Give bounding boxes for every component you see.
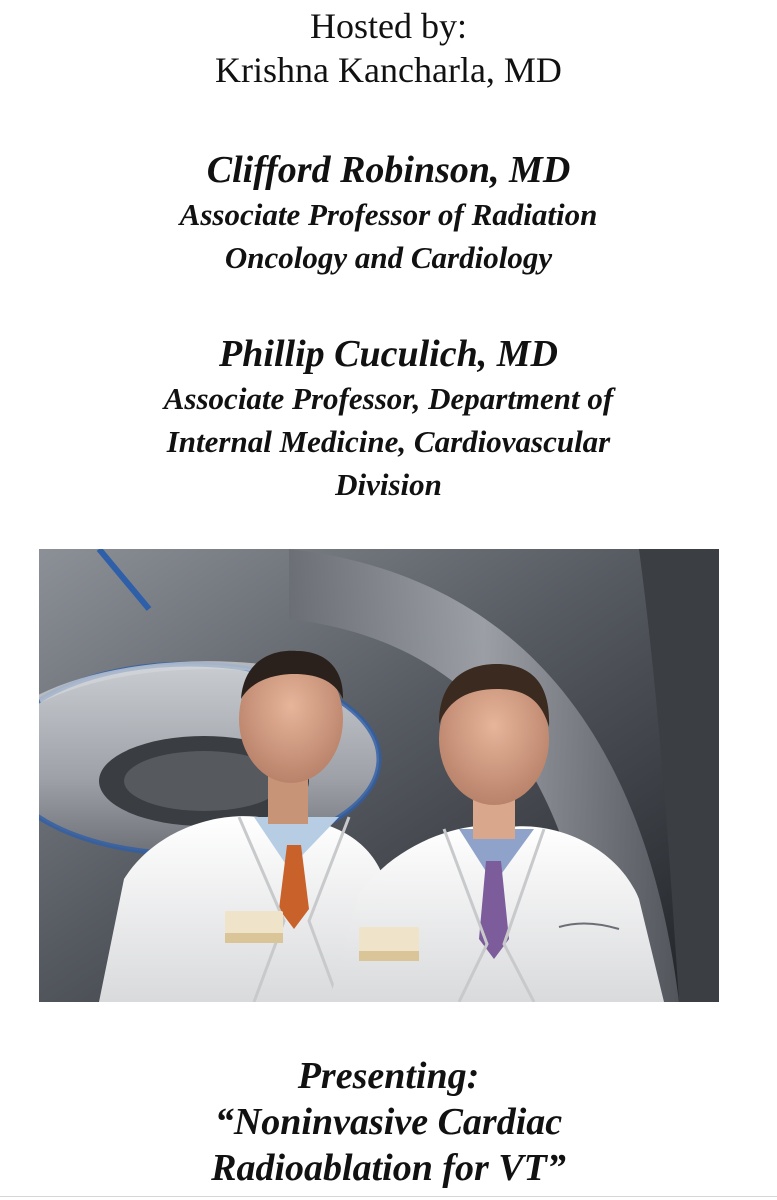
speaker-title-line: Associate Professor of Radiation [179, 197, 598, 232]
presenting-block [0, 1053, 777, 1191]
speaker-title-line: Division [335, 467, 442, 502]
speaker-cuculich [0, 331, 777, 506]
speaker-title-line: Internal Medicine, Cardiovascular [166, 424, 611, 459]
speakers-photo-illustration [39, 549, 719, 1002]
speaker-name: Clifford Robinson, MD [206, 149, 571, 191]
host-name: Krishna Kancharla, MD [215, 50, 562, 90]
speaker-title-line: Associate Professor, Department of [163, 381, 614, 416]
hosted-by-label: Hosted by: [310, 6, 467, 46]
talk-title-line: “Noninvasive Cardiac [214, 1101, 563, 1143]
bottom-divider [0, 1196, 777, 1197]
speaker-title-line: Oncology and Cardiology [224, 240, 553, 275]
talk-title-line: Radioablation for VT” [211, 1147, 566, 1189]
presenting-label: Presenting: [297, 1055, 480, 1097]
host-block [0, 4, 777, 92]
speaker-robinson [0, 147, 777, 279]
speaker-name: Phillip Cuculich, MD [219, 333, 558, 375]
speakers-photo [39, 549, 719, 1002]
